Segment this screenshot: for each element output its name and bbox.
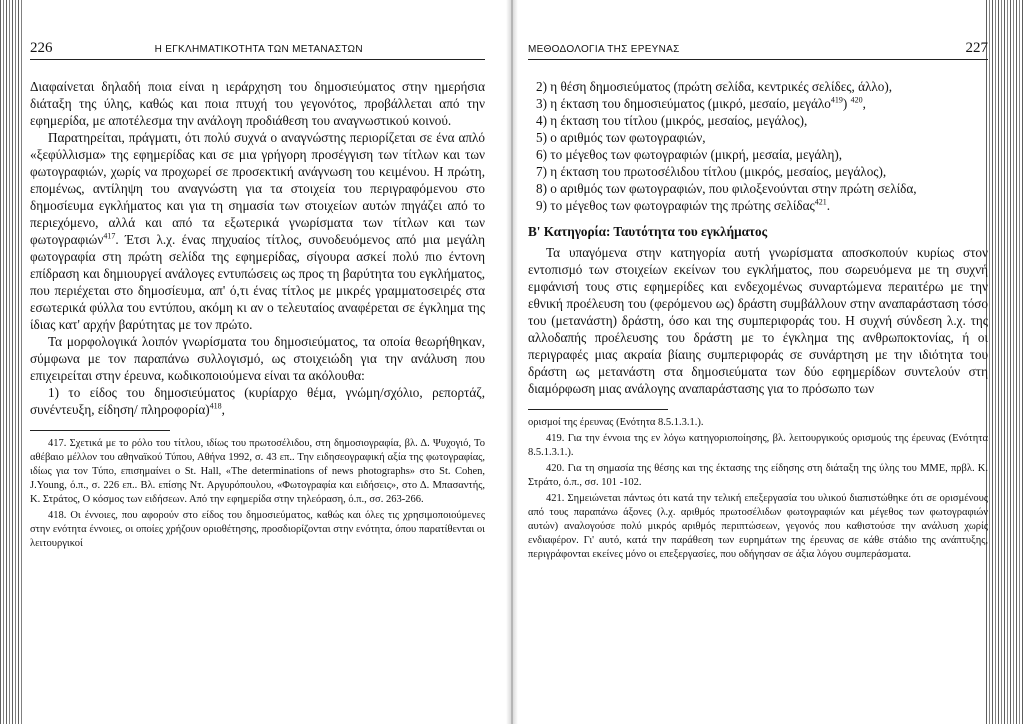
section-heading: Β' Κατηγορία: Ταυτότητα του εγκλήματος [528,224,768,239]
left-body-text [30,78,485,418]
right-page-header [528,40,988,60]
left-running-head: Η ΕΓΚΛΗΜΑΤΙΚΟΤΗΤΑ ΤΩΝ ΜΕΤΑΝΑΣΤΩΝ [154,44,363,55]
footnote-418: 418. Οι έννοιες, που αφορούν στο είδος του δημοσιεύματος, καθώς και όλες τις χρησιμοποιούμενες στην ενότητα έννοιες, οι οποίες χρήζουν οριοθέτησης, προσδιορίζονται στην ενότητα, όπου παρατίθενται οι λειτουργικοί [30,510,485,549]
right-running-head: ΜΕΘΟΔΟΛΟΓΙΑ ΤΗΣ ΕΡΕΥΝΑΣ [528,44,680,55]
footnote-417: 417. Σχετικά με το ρόλο του τίτλου, ιδίως του πρωτοσέλιδου, στη δημοσιογραφία, βλ. Δ. Ψυχογιό, Το αθέβαιο μέλλον του αθηναϊκού Τύπου, Αθήνα 1992, σ. 43 επ.. Την ειδησεογραφική αξία της φωτογραφίας, ιδίως για τον Τύπο, επισημαίνει ο St. Hall, «The determinations of news photographs» στο St. Cohen, J.Young, ό.π., σ. 226 επ.. Βλ. επίσης Ντ. Αργυρόπουλου, «Φωτογραφία και ειδήσεις», στο Δ. Μπασαντής, Κ. Στράτος, Ο κόσμος των ειδήσεων. Από την εφημερίδα στην τηλεόραση, ό.π., σσ. 263-266. [30,438,485,505]
list-item-5: 5) ο αριθμός των φωτογραφιών, [536,130,706,145]
left-page-number: 226 [30,40,53,56]
left-footnote-rule [30,430,170,431]
right-footnote-rule [528,409,668,410]
list-item-7: 7) η έκταση του πρωτοσέλιδου τίτλου (μικρός, μεσαίος, μεγάλος), [536,164,887,179]
scan-shadow-left [0,0,22,724]
footnote-ref-419: 419 [830,95,843,105]
right-list [528,78,988,214]
footnote-ref-420: 420 [850,95,863,105]
left-page-header [30,40,485,60]
left-paragraph-2b-text: Έτσι λ.χ. ένας πηχυαίος τίτλος, συνοδευόμενος από μια μεγάλη φωτογραφία στη πρώτη σελίδα της εφημερίδας, σίγουρα ασκεί πολύ πιο έντονη επίδραση και δημιουργεί ανάλογες εντυπώσεις ως προς τη βαρύτητα του εγκλήματος, που περιέχεται στο δημοσίευμα, απ' ό,τι ένας τίτλος με μικρές γραμματοσειρές στα εσωτερικά φύλλα του εντύπου, ακόμη κι αν ο τελευταίος αναφέρεται σε έγκλημα της ίδιας κατ' αρχήν βαρύτητας με τον πρώτο. [30,232,486,332]
footnote-420: 420. Για τη σημασία της θέσης και της έκτασης της είδησης στη διάταξη της ύλης του ΜΜΕ, πρβλ. Κ. Στράτο, ό.π., σσ. 101 -102. [528,463,988,488]
list-item-4: 4) η έκταση του τίτλου (μικρός, μεσαίος, μεγάλος), [536,113,808,128]
left-paragraph-2: Παρατηρείται, πράγματι, ότι πολύ συχνά ο αναγνώστης περιορίζεται σε ένα απλό «ξεφύλλισμα» της εφημερίδας και σε μια γρήγορη προσέγγιση των τίτλων και των φωτογραφιών, χωρίς να προχωρεί σε προσεκτική ανάγνωση του κειμένου. Η πρώτη, επομένως, αντίληψη του αναγνώστη για τα στοιχεία του περιγραφόμενου στο δημοσίευμα εγκλήματος και για τη σημασία των στοιχείων αυτών πηγάζει από το περιεχόμενο, αλλά και από τα εξωτερικά γνωρίσματα των τίτλων και των φωτογραφιών$^{417}$. Έτσι λ.χ. ένας πηχυαίος τίτλος, συνοδευόμενος από μια μεγάλη φωτογραφία στη πρώτη σελίδα της εφημερίδας, σίγουρα ασκεί πολύ πιο έντονη επίδραση και δημιουργεί ανάλογες εντυπώσεις ως προς τη βαρύτητα του εγκλήματος, που περιέχεται στο δημοσίευμα, απ' ό,τι ένας τίτλος με μικρές γραμματοσειρές στα εσωτερικά φύλλα του εντύπου, ακόμη κι αν ο τελευταίος αναφέρεται σε έγκλημα της ίδιας κατ' αρχήν βαρύτητας με τον πρώτο. [30,130,486,332]
left-list-item-1: 1) το είδος του δημοσιεύματος (κυρίαρχο θέμα, γνώμη/σχόλιο, ρεπορτάζ, συνέντευξη, είδηση/ πληροφορία)$^{418}$, [30,385,485,417]
right-page-number: 227 [965,40,988,56]
footnote-ref-417: 417 [103,231,116,241]
list-item-8: 8) ο αριθμός των φωτογραφιών, που φιλοξενούνται στην πρώτη σελίδα, [536,181,917,196]
left-list-item-1-text: 1) το είδος του δημοσιεύματος (κυρίαρχο θέμα, γνώμη/σχόλιο, ρεπορτάζ, συνέντευξη, είδηση/ πληροφορία) [30,385,485,417]
footnote-ref-421: 421 [814,197,827,207]
left-paragraph-1: Διαφαίνεται δηλαδή ποια είναι η ιεράρχηση του δημοσιεύματος στην ημερήσια διάταξη της ύλης, καθώς και ποια πτυχή του γεγονότος, προβάλλεται από την εφημερίδα, με αποτέλεσμα την ανάλογη προδιάθεση του αναγνωστικού κοινού. [30,79,485,128]
footnote-421: 421. Σημειώνεται πάντως ότι κατά την τελική επεξεργασία του υλικού διαπιστώθηκε ότι σε ορισμένους από τους παραπάνω άξονες (λ.χ. αριθμός πρωτοσέλιδων φωτογραφιών και μέγεθος των φωτογραφιών αυτών) αναλογούσε πολύ μικρός αριθμός περιπτώσεων, γεγονός που καθιστούσε την ανάλυση χωρίς ενδιαφέρον. Γι' αυτό, κατά την παράθεση των ευρημάτων της έρευνας σε κάθε στάδιο της ανάπτυξης, περιγράφονται εκείνες μόνο οι επεξεργασίες, που οδήγησαν σε άξια λόγου συμπεράσματα. [528,493,988,560]
list-item-2: 2) η θέση δημοσιεύματος (πρώτη σελίδα, κεντρικές σελίδες, άλλο), [536,79,893,94]
footnote-ref-418: 418 [209,401,222,411]
list-item-6: 6) το μέγεθος των φωτογραφιών (μικρή, μεσαία, μεγάλη), [536,147,843,162]
right-page [528,40,988,564]
book-gutter [506,0,518,724]
footnote-418-continued: ορισμοί της έρευνας (Ενότητα 8.5.1.3.1.). [528,417,704,428]
list-item-3-text: 3) η έκταση του δημοσιεύματος (μικρό, μεσαίο, μεγάλο [536,96,831,111]
list-item-3: 3) η έκταση του δημοσιεύματος (μικρό, μεσαίο, μεγάλο$^{419}$) $^{420}$, [536,95,866,111]
list-item-9: 9) το μέγεθος των φωτογραφιών της πρώτης σελίδας$^{421}$. [536,197,831,213]
section-paragraph: Τα υπαγόμενα στην κατηγορία αυτή γνωρίσματα αποσκοπούν κυρίως στον εντοπισμό των στοιχείων εκείνων του εγκλήματος, που σωρευόμενα με τη συχνή εμφάνισή τους στις εφημερίδες και ενδεχομένως συναρτώμενα περαιτέρω με την εθνική προέλευση του (φερόμενου ως) δράστη συμβάλλουν στην αναπαράσταση τόσο του (μετανάστη) δράστη, όσο και της συμπεριφοράς του. Η συχνή σύνδεση λ.χ. της αλλοδαπής προέλευσης του δράστη με το έγκλημα της ανθρωποκτονίας, ή οι περιγραφές μιας ακραία βίαιης συμπεριφοράς σε συνάρτηση με την ιδιότητα του δράστη ως μετανάστη στα δημοσιεύματα των δύο εφημερίδων συντελούν στη διαμόρφωση μιας ανάλογης αναπαράστασης για το πρόσωπο των [528,245,988,396]
left-paragraph-3: Τα μορφολογικά λοιπόν γνωρίσματα του δημοσιεύματος, τα οποία θεωρήθηκαν, σύμφωνα με τον παραπάνω συλλογισμό, ως στοιχειώδη για την ανάλυση που επιχειρείται στην έρευνα, κωδικοποιούμενα είναι τα ακόλουθα: [30,334,485,383]
footnote-419: 419. Για την έννοια της εν λόγω κατηγοριοποίησης, βλ. λειτουργικούς ορισμούς της έρευνας (Ενότητα 8.5.1.3.1.). [528,433,988,458]
left-page [30,40,485,553]
scan-shadow-right [984,0,1024,724]
left-paragraph-2-text: Παρατηρείται, πράγματι, ότι πολύ συχνά ο αναγνώστης περιορίζεται σε ένα απλό «ξεφύλλισμα» της εφημερίδας και σε μια γρήγορη προσέγγιση των τίτλων και των φωτογραφιών, χωρίς να προχωρεί σε προσεκτική ανάγνωση του κειμένου. Η πρώτη, επομένως, αντίληψη του αναγνώστη για τα στοιχεία του περιγραφόμενου στο δημοσίευμα εγκλήματος και για τη σημασία των στοιχείων αυτών πηγάζει από το περιεχόμενο, αλλά και από τα εξωτερικά γνωρίσματα των τίτλων και των φωτογραφιών [30,130,485,247]
list-item-9-text: 9) το μέγεθος των φωτογραφιών της πρώτης σελίδας [536,198,815,213]
right-body-text [528,244,988,397]
